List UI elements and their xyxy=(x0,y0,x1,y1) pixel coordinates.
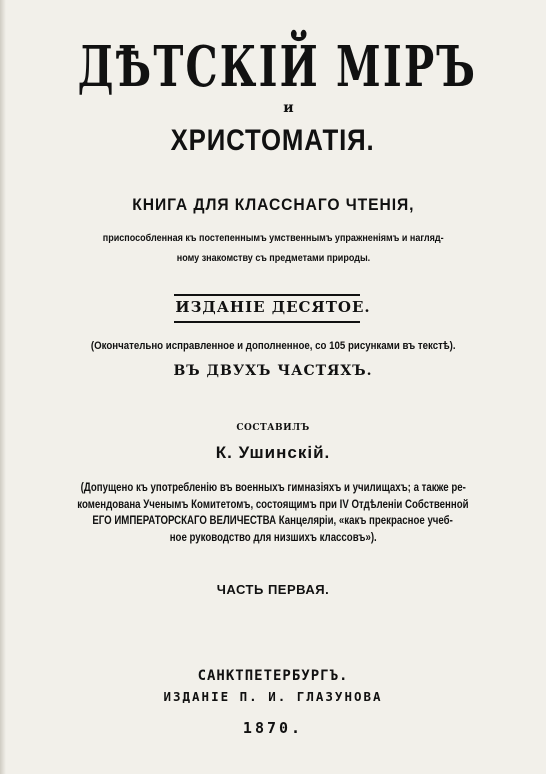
description-line-2-text: ному знакомству съ предметами природы. xyxy=(176,252,370,264)
publication-city: САНКТПЕТЕРБУРГЪ. xyxy=(197,668,349,684)
edition-rule-top xyxy=(174,294,360,296)
book-subtitle-text: ХРИСТОМАТІЯ. xyxy=(171,124,375,157)
description-line-2 xyxy=(0,252,546,264)
approval-line-2-text: комендована Ученымъ Комитетомъ, состоящимъ при IV Отдѣленіи Собственной xyxy=(77,499,469,511)
approval-line-4-text: ное руководство для низшихъ классовъ»). xyxy=(169,532,377,544)
edition-rule-bottom xyxy=(174,321,360,323)
compiled-by-label: СОСТАВИЛЪ xyxy=(236,423,310,433)
description-line-1-text: приспособленная къ постепеннымъ умственнымъ упражненіямъ и нагляд- xyxy=(102,232,444,244)
edition-note xyxy=(0,340,546,352)
edition xyxy=(0,298,546,316)
book-purpose-text: КНИГА ДЛЯ КЛАССНАГО ЧТЕНІЯ, xyxy=(131,195,415,214)
description-line-1 xyxy=(0,232,546,244)
approval-line-2 xyxy=(0,499,546,511)
publication-year: 1870. xyxy=(242,719,304,737)
part-label: ЧАСТЬ ПЕРВАЯ. xyxy=(216,582,330,597)
edition-note-text: (Окончательно исправленное и дополненное, со 105 рисунками въ текстѣ). xyxy=(90,340,456,352)
book-title-text: ДѢТСКІЙ МІРЪ xyxy=(77,34,478,100)
book-subtitle xyxy=(0,124,546,158)
approval-line-4 xyxy=(0,532,546,544)
approval-line-1-text: (Допущено къ употребленію въ военныхъ гимназіяхъ и училищахъ; а также ре- xyxy=(80,482,466,494)
approval-line-3 xyxy=(0,515,546,527)
page-edge-shadow xyxy=(0,0,6,774)
book-title xyxy=(0,34,546,100)
approval-line-1 xyxy=(0,482,546,494)
book-purpose xyxy=(0,195,546,215)
publisher: ИЗДАНІЕ П. И. ГЛАЗУНОВА xyxy=(163,689,383,704)
title-conjunction: и xyxy=(283,100,295,116)
author-name: К. Ушинскій. xyxy=(215,443,331,462)
parts-count: ВЪ ДВУХЪ ЧАСТЯХЪ. xyxy=(173,363,373,379)
edition-text: ИЗДАНІЕ ДЕСЯТОЕ. xyxy=(175,298,371,316)
approval-line-3-text: ЕГО ИМПЕРАТОРСКАГО ВЕЛИЧЕСТВА Канцеляріи, «какъ прекрасное учеб- xyxy=(92,515,454,527)
